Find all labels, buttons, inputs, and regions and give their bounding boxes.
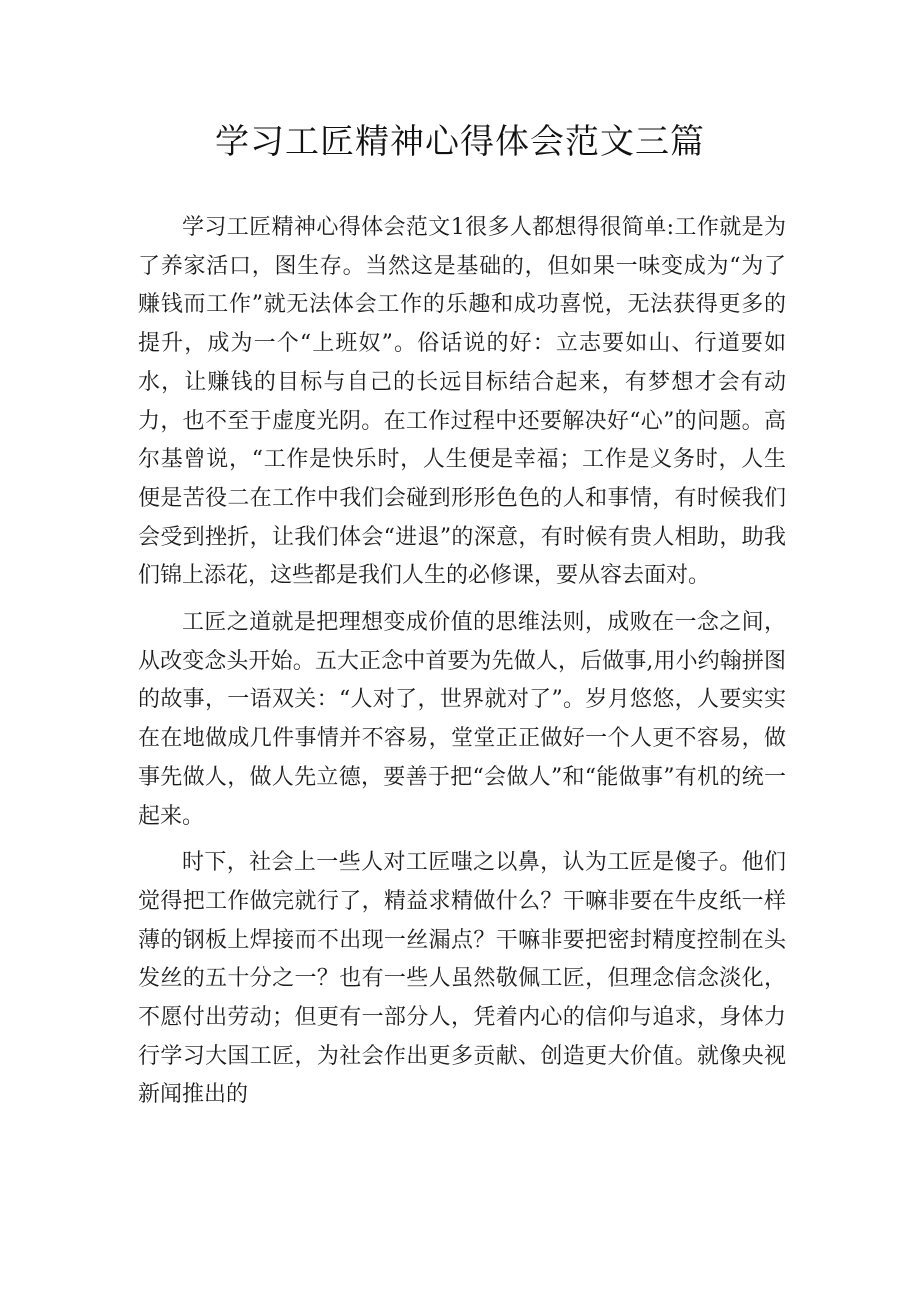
- document-title: 学习工匠精神心得体会范文三篇: [215, 122, 705, 162]
- paragraph-1: 学习工匠精神心得体会范文1很多人都想得很简单:工作就是为了养家活口，图生存。当然这是基础的，但如果一味变成为“为了赚钱而工作”就无法体会工作的乐趣和成功喜悦，无法获得更多的提升，成为一个“上班奴”。俗话说的好：立志要如山、行道要如水，让赚钱的目标与自己的长远目标结合起来，有梦想才会有动力，也不至于虚度光阴。在工作过程中还要解决好“心”的问题。高尔基曾说，“工作是快乐时，人生便是幸福；工作是义务时，人生便是苦役二在工作中我们会碰到形形色色的人和事情，有时候我们会受到挫折，让我们体会“进退”的深意，有时候有贵人相助，助我们锦上添花，这些都是我们人生的必修课，要从容去面对。: [138, 215, 786, 589]
- paragraph-3: 时下，社会上一些人对工匠嗤之以鼻，认为工匠是傻子。他们觉得把工作做完就行了，精益求精做什么？干嘛非要在牛皮纸一样薄的钢板上焊接而不出现一丝漏点？干嘛非要把密封精度控制在头发丝的五十分之一？也有一些人虽然敬佩工匠，但理念信念淡化，不愿付出劳动；但更有一部分人，凭着内心的信仰与追求，身体力行学习大国工匠，为社会作出更多贡献、创造更大价值。就像央视新闻推出的: [138, 850, 786, 1108]
- document-body: [138, 209, 786, 1123]
- paragraph-2: 工匠之道就是把理想变成价值的思维法则，成败在一念之间，从改变念头开始。五大正念中首要为先做人，后做事,用小约翰拼图的故事，一语双关：“人对了，世界就对了”。岁月悠悠，人要实实在在地做成几件事情并不容易，堂堂正正做好一个人更不容易，做事先做人，做人先立德，要善于把“会做人”和“能做事”有机的统一起来。: [138, 610, 786, 829]
